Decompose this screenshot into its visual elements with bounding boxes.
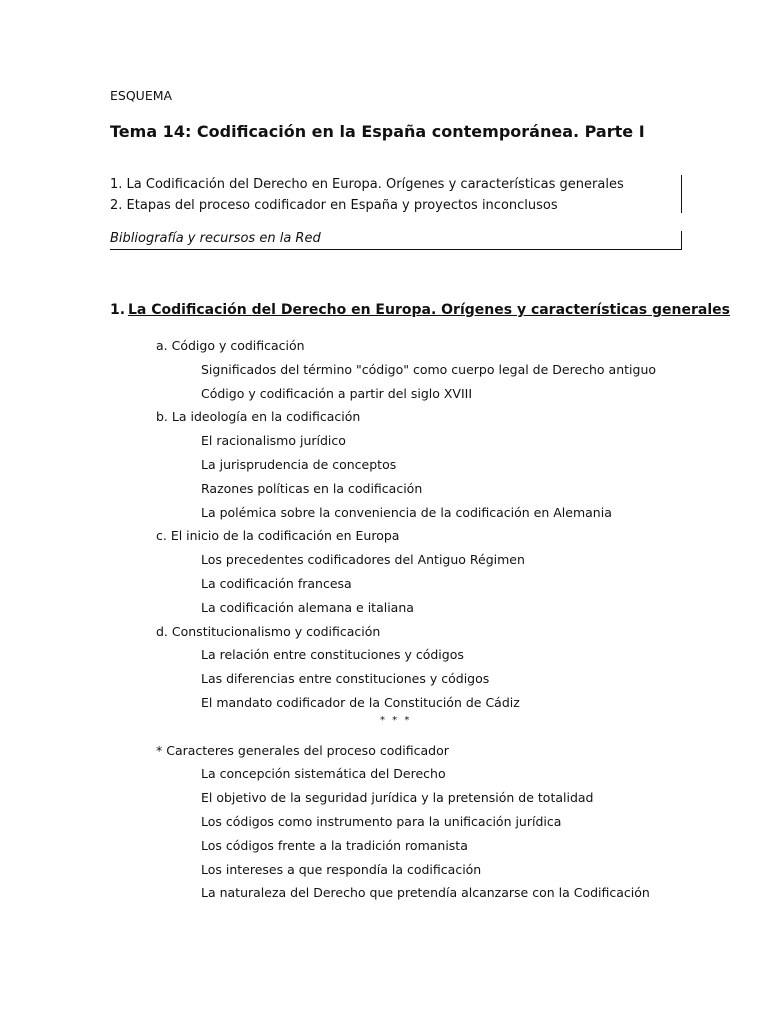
table-of-contents <box>110 176 682 218</box>
outline-heading: a. Código y codificación <box>156 338 305 353</box>
toc-border <box>681 175 682 213</box>
section-title: La Codificación del Derecho en Europa. Orígenes y características generales <box>128 302 730 318</box>
outline-item: El objetivo de la seguridad jurídica y la pretensión de totalidad <box>201 790 594 805</box>
outline-item: Razones políticas en la codificación <box>201 481 423 496</box>
toc-item[interactable]: 1. La Codificación del Derecho en Europa. Orígenes y características generales <box>110 177 624 192</box>
outline-item: La polémica sobre la conveniencia de la codificación en Alemania <box>201 505 612 520</box>
bibliography-border-bottom <box>110 249 682 250</box>
outline-item: Significados del término "código" como cuerpo legal de Derecho antiguo <box>201 362 657 377</box>
outline-item: Los precedentes codificadores del Antiguo Régimen <box>201 552 525 567</box>
separator: * * * <box>380 715 412 726</box>
outline-item: La concepción sistemática del Derecho <box>201 766 446 781</box>
document-kicker: ESQUEMA <box>110 88 173 103</box>
outline-item: La relación entre constituciones y códigos <box>201 647 464 662</box>
section-number: 1. <box>110 302 126 318</box>
outline-item: La codificación francesa <box>201 576 352 591</box>
outline-item: Las diferencias entre constituciones y códigos <box>201 671 490 686</box>
bibliography-link[interactable]: Bibliografía y recursos en la Red <box>110 231 321 246</box>
outline-item: Los intereses a que respondía la codificación <box>201 862 482 877</box>
outline-heading: b. La ideología en la codificación <box>156 409 361 424</box>
outline-item: La jurisprudencia de conceptos <box>201 457 397 472</box>
outline-item: La codificación alemana e italiana <box>201 600 414 615</box>
outline-item: La naturaleza del Derecho que pretendía alcanzarse con la Codificación <box>201 885 650 900</box>
outline-item: Código y codificación a partir del siglo XVIII <box>201 386 473 401</box>
toc-item[interactable]: 2. Etapas del proceso codificador en España y proyectos inconclusos <box>110 198 558 213</box>
outline-item: Los códigos como instrumento para la unificación jurídica <box>201 814 562 829</box>
section-heading <box>110 302 730 318</box>
bibliography-border-right <box>681 231 682 250</box>
outline-heading: c. El inicio de la codificación en Europa <box>156 528 400 543</box>
outline-item: Los códigos frente a la tradición romanista <box>201 838 468 853</box>
document-title: Tema 14: Codificación en la España contemporánea. Parte I <box>110 122 645 141</box>
outline-heading: * Caracteres generales del proceso codificador <box>156 743 449 758</box>
outline-item: El mandato codificador de la Constitución de Cádiz <box>201 695 520 710</box>
outline-item: El racionalismo jurídico <box>201 433 346 448</box>
outline-heading: d. Constitucionalismo y codificación <box>156 624 381 639</box>
